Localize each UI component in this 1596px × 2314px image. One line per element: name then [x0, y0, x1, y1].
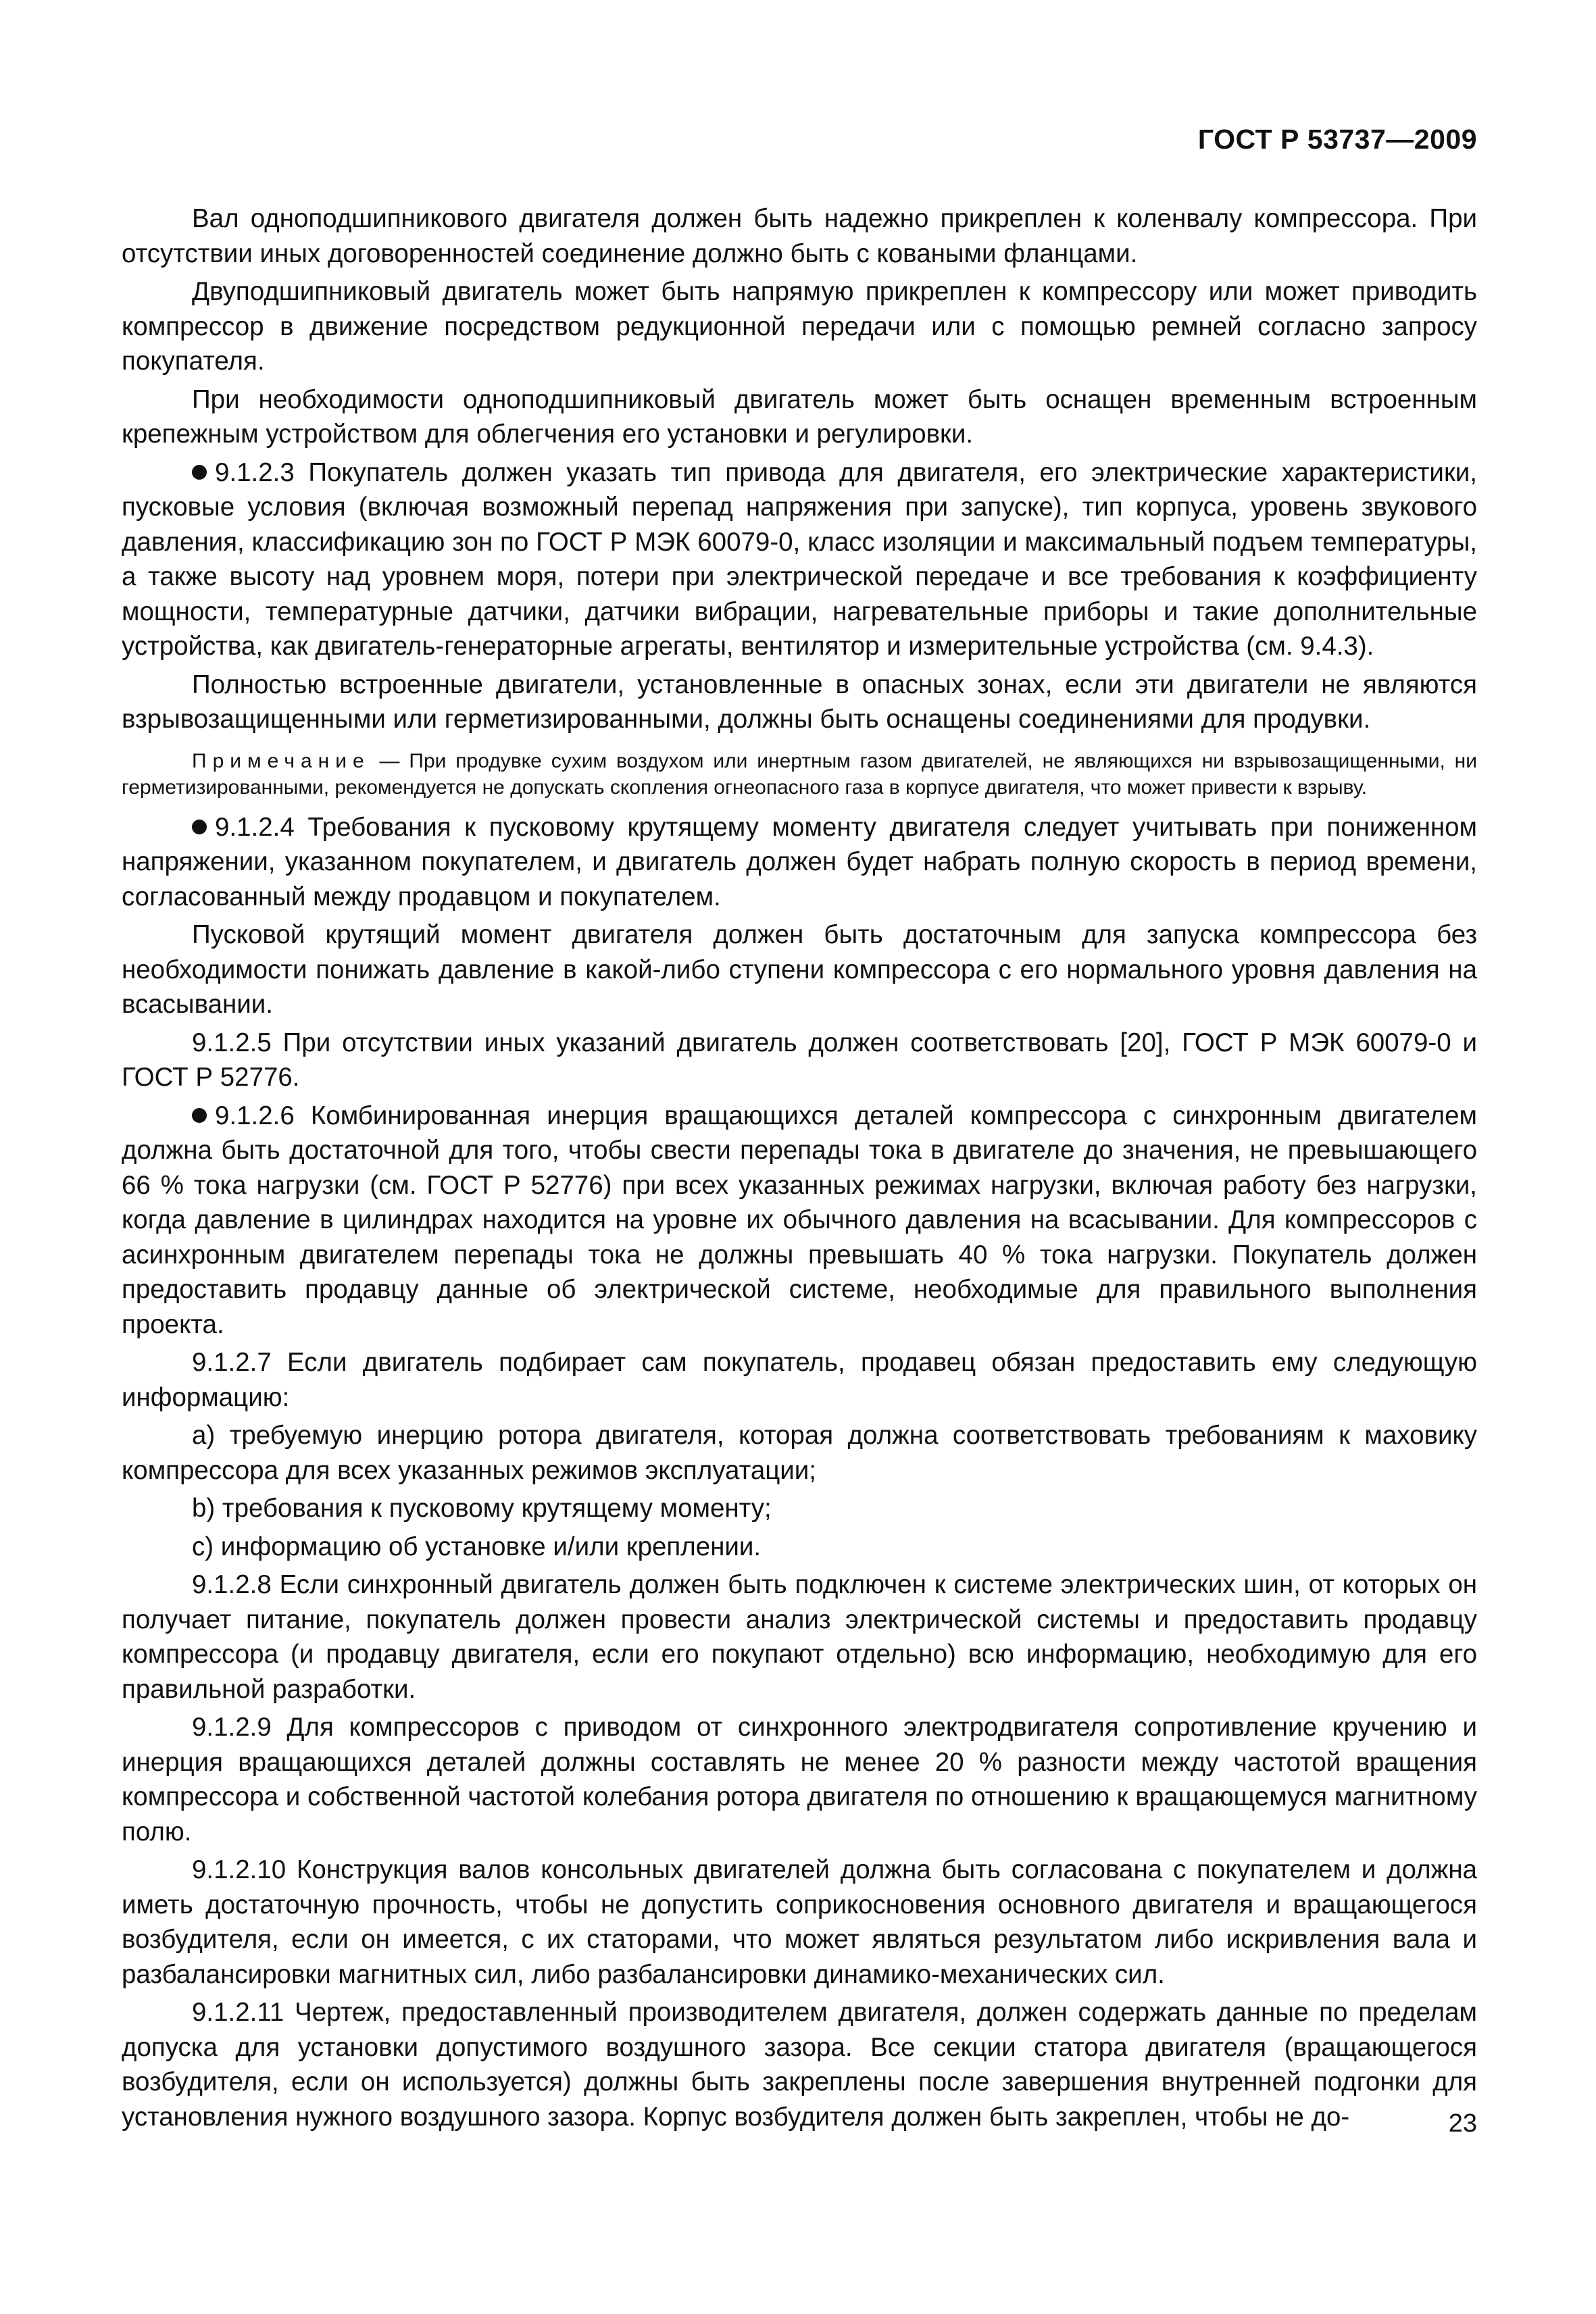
page-number: 23 [1448, 2109, 1477, 2138]
paragraph: 9.1.2.9 Для компрессоров с приводом от синхронного электродвигателя сопротивление кручению и инерция вращающихся деталей должны составлять не менее 20 % разности между частотой вращения компрессора и собственной частотой колебания ротора двигателя по отношению к вращающемуся магнитному полю. [122, 1713, 1477, 1846]
bullet-marker-icon [192, 820, 207, 834]
document-body [122, 201, 1477, 2138]
list-item: c) информацию об установке и/или креплении. [192, 1532, 762, 1561]
paragraph: 9.1.2.10 Конструкция валов консольных двигателей должна быть согласована с покупателем и должна иметь достаточную прочность, чтобы не допустить соприкосновения основного двигателя и вращающегося возбудителя, если он имеется, с их статорами, что может являться результатом либо искривления вала и разбалансировки магнитных сил, либо разбалансировки динамико-механических сил. [122, 1855, 1477, 1989]
paragraph-bulleted [122, 810, 1477, 915]
note-label: Примечание [192, 749, 370, 772]
paragraph: 9.1.2.11 Чертеж, предоставленный производителем двигателя, должен содержать данные по пределам допуска для установки допустимого воздушного зазора. Все секции статора двигателя (вращающегося возбудителя, если он используется) должны быть закреплены после завершения внутренней подгонки для установления нужного воздушного зазора. Корпус возбудителя должен быть закреплен, чтобы не до- [122, 1998, 1477, 2132]
list-item: b) требования к пусковому крутящему моменту; [192, 1494, 772, 1523]
paragraph: Двуподшипниковый двигатель может быть напрямую прикреплен к компрессору или может приводить компрессор в движение посредством редукционной передачи или с помощью ремней согласно запросу покупателя. [122, 277, 1477, 376]
paragraph-text: 9.1.2.6 Комбинированная инерция вращающихся деталей компрессора с синхронным двигателем должна быть достаточной для того, чтобы свести перепады тока в двигателе до значения, не превышающего 66 % тока нагрузки (см. ГОСТ Р 52776) при всех указанных режимах нагрузки, включая работу без нагрузки, когда давление в цилиндрах находится на уровне их обычного давления на всасывании. Для компрессоров с асинхронным двигателем перепады тока не должны превышать 40 % тока нагрузки. Покупатель должен предоставить продавцу данные об электрической системе, необходимые для правильного выполнения проекта. [122, 1101, 1477, 1339]
bullet-marker-icon [192, 465, 207, 480]
list-item: a) требуемую инерцию ротора двигателя, которая должна соответствовать требованиям к маховику компрессора для всех указанных режимов эксплуатации; [122, 1421, 1477, 1485]
paragraph: При необходимости одноподшипниковый двигатель может быть оснащен временным встроенным крепежным устройством для облегчения его установки и регулировки. [122, 384, 1477, 449]
paragraph: 9.1.2.7 Если двигатель подбирает сам покупатель, продавец обязан предоставить ему следующую информацию: [122, 1348, 1477, 1412]
paragraph-bulleted [122, 1099, 1477, 1342]
note-paragraph [122, 748, 1477, 801]
document-designation: ГОСТ Р 53737—2009 [1197, 124, 1477, 155]
note-text: — При продувке сухим воздухом или инертным газом двигателей, не являющихся ни взрывозащищенными, ни герметизированными, рекомендуется не допускать скопления огнеопасного газа в корпусе двигателя, что может привести к взрыву. [122, 749, 1477, 799]
paragraph: Вал одноподшипникового двигателя должен быть надежно прикреплен к коленвалу компрессора. При отсутствии иных договоренностей соединение должно быть с коваными фланцами. [122, 204, 1477, 268]
paragraph-text: 9.1.2.4 Требования к пусковому крутящему моменту двигателя следует учитывать при пониженном напряжении, указанном покупателем, и двигатель должен будет набрать полную скорость в период времени, согласованный между продавцом и покупателем. [122, 812, 1477, 911]
paragraph: 9.1.2.5 При отсутствии иных указаний двигатель должен соответствовать [20], ГОСТ Р МЭК 60079-0 и ГОСТ Р 52776. [122, 1028, 1477, 1092]
bullet-marker-icon [192, 1108, 207, 1123]
paragraph: 9.1.2.8 Если синхронный двигатель должен быть подключен к системе электрических шин, от которых он получает питание, покупатель должен провести анализ электрической системы и предоставить продавцу компрессора (и продавцу двигателя, если его покупают отдельно) всю информацию, необходимую для его правильной разработки. [122, 1570, 1477, 1704]
paragraph-bulleted [122, 455, 1477, 664]
paragraph: Пусковой крутящий момент двигателя должен быть достаточным для запуска компрессора без необходимости понижать давление в какой-либо ступени компрессора с его нормального уровня давления на всасывании. [122, 920, 1477, 1019]
paragraph-text: 9.1.2.3 Покупатель должен указать тип привода для двигателя, его электрические характеристики, пусковые условия (включая возможный перепад напряжения при запуске), тип корпуса, уровень звукового давления, классификацию зон по ГОСТ Р МЭК 60079-0, класс изоляции и максимальный подъем температуры, а также высоту над уровнем моря, потери при электрической передаче и все требования к коэффициенту мощности, температурные датчики, датчики вибрации, нагревательные приборы и такие дополнительные устройства, как двигатель-генераторные агрегаты, вентилятор и измерительные устройства (см. 9.4.3). [122, 457, 1477, 661]
paragraph: Полностью встроенные двигатели, установленные в опасных зонах, если эти двигатели не являются взрывозащищенными или герметизированными, должны быть оснащены соединениями для продувки. [122, 670, 1477, 734]
